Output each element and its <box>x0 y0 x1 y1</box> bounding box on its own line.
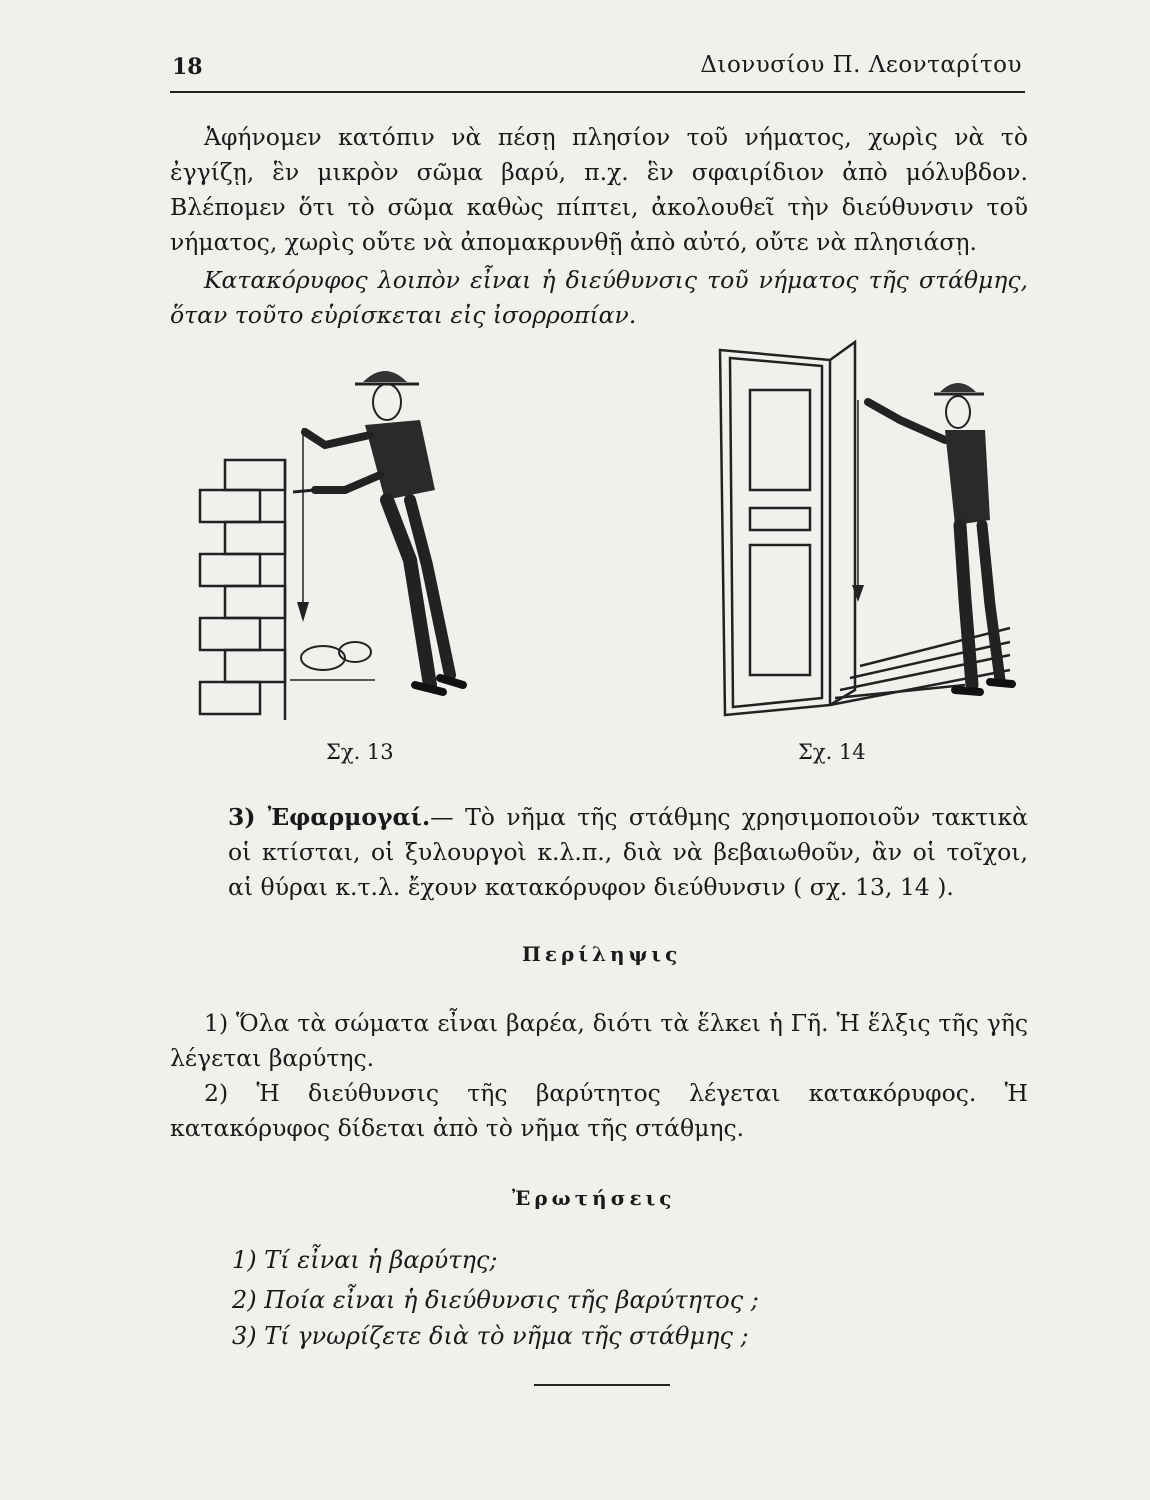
question-3: 3) Τί γνωρίζετε διὰ τὸ νῆμα τῆς στάθμης ; <box>232 1322 749 1350</box>
page-number: 18 <box>172 54 203 80</box>
summary-item-1: 1) Ὅλα τὰ σώματα εἶναι βαρέα, διότι τὰ ἕλκει ἡ Γῆ. Ἡ ἕλξις τῆς γῆς λέγεται βαρύτης. <box>170 1009 1028 1072</box>
figure-13-caption: Σχ. 13 <box>326 740 394 764</box>
question-1: 1) Τί εἶναι ἡ βαρύτης; <box>232 1246 498 1274</box>
figure-14-caption: Σχ. 14 <box>798 740 866 764</box>
questions-heading: Ἐρωτήσεις <box>512 1186 676 1210</box>
vertical-definition: Κατακόρυφος λοιπὸν εἶναι ἡ διεύθυνσις τοῦ νήματος τῆς στάθμης, ὅταν τοῦτο εὑρίσκεται εἰς ἰσορροπίαν. <box>170 266 1028 329</box>
question-2: 2) Ποία εἶναι ἡ διεύθυνσις τῆς βαρύτητος ; <box>232 1286 759 1314</box>
applications-heading: 3) Ἐφαρμογαί. <box>228 803 431 831</box>
figure-14-carpenter-door <box>690 330 1025 730</box>
running-title: Διονυσίου Π. Λεονταρίτου <box>700 52 1022 78</box>
end-rule <box>534 1384 670 1386</box>
summary-heading: Περίληψις <box>522 942 682 966</box>
intro-paragraph: Ἀφήνομεν κατόπιν νὰ πέσῃ πλησίον τοῦ νήματος, χωρὶς νὰ τὸ ἐγγίζῃ, ἓν μικρὸν σῶμα βαρύ, π.χ. ἓν σφαιρίδιον ἀπὸ μόλυβδον. Βλέπομεν ὅτι τὸ σῶμα καθὼς πίπτει, ἀκολουθεῖ τὴν διεύθυνσιν τοῦ νήματος, χωρὶς οὔτε νὰ ἀπομακρυνθῇ ἀπὸ αὐτό, οὔτε νὰ πλησιάσῃ. <box>170 123 1028 256</box>
figure-13-mason-plumb-line <box>195 340 475 730</box>
summary-item-2: 2) Ἡ διεύθυνσις τῆς βαρύτητος λέγεται κατακόρυφος. Ἡ κατακόρυφος δίδεται ἀπὸ τὸ νῆμα τῆς στάθμης. <box>170 1079 1028 1142</box>
applications-paragraph <box>170 800 1028 905</box>
applications-body: — Τὸ νῆμα τῆς στάθμης χρησιμοποιοῦν τακτικὰ οἱ κτίσται, οἱ ξυλουργοὶ κ.λ.π., διὰ νὰ βεβαιωθοῦν, ἂν οἱ τοῖχοι, αἱ θύραι κ.τ.λ. ἔχουν κατακόρυφον διεύθυνσιν ( σχ. 13, 14 ). <box>228 803 1028 901</box>
header-rule <box>170 91 1025 93</box>
